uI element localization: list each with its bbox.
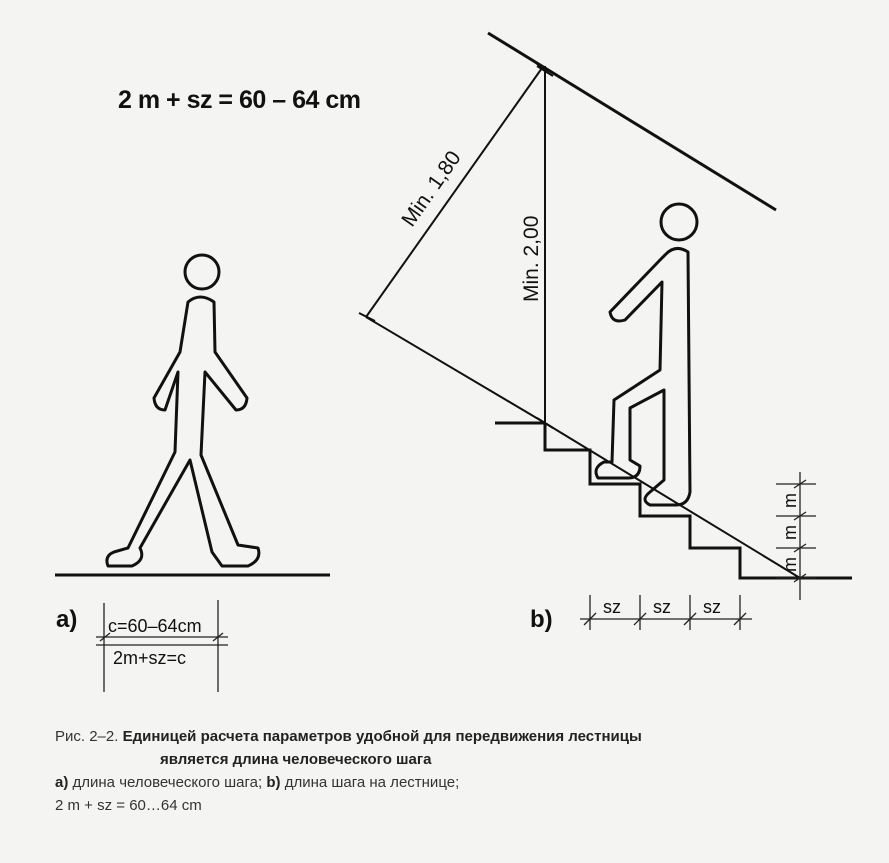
walker-body-outline — [107, 297, 259, 566]
riser-dimension-chain — [776, 472, 816, 600]
climber-body-outline — [596, 248, 690, 505]
climbing-person-figure — [596, 204, 697, 505]
caption-a-key: a) — [55, 774, 69, 791]
tread-dimension-chain — [580, 595, 752, 630]
diagonal-clearance-line — [366, 68, 542, 317]
tread-label-2: sz — [653, 597, 671, 617]
panel-a-label: a) — [56, 606, 78, 633]
tread-label-3: sz — [703, 597, 721, 617]
caption-b-text: длина шага на лестнице; — [284, 774, 460, 791]
diagonal-clearance-label: Min. 1,80 — [397, 146, 466, 231]
walking-person-figure — [55, 255, 330, 575]
caption-formula: 2 m + sz = 60…64 cm — [55, 797, 202, 814]
step-length-top-label: c=60–64cm — [108, 616, 202, 636]
climber-head — [661, 204, 697, 240]
tread-label-1: sz — [603, 597, 621, 617]
caption-b-key: b) — [266, 774, 281, 791]
pitch-line — [545, 423, 800, 578]
caption-prefix: Рис. 2–2. — [55, 728, 119, 745]
caption-a-text: длина человеческого шага; — [72, 774, 263, 791]
caption-title-line2: является длина человеческого шага — [160, 751, 432, 768]
staircase — [359, 33, 852, 578]
stair-steps-profile — [545, 423, 852, 578]
step-formula: 2 m + sz = 60 – 64 cm — [118, 86, 361, 114]
step-length-dimension — [96, 600, 228, 692]
riser-label-3: m — [780, 557, 800, 572]
vertical-clearance-label: Min. 2,00 — [520, 215, 543, 302]
ceiling-line — [488, 33, 776, 210]
caption-title-line1 — [55, 728, 642, 745]
caption-title-1: Единицей расчета параметров удобной для передвижения лестницы — [122, 728, 642, 745]
panel-b-label: b) — [530, 606, 553, 633]
step-length-bottom-label: 2m+sz=c — [113, 648, 187, 668]
walker-head — [185, 255, 219, 289]
riser-label-2: m — [780, 525, 800, 540]
riser-label-1: m — [780, 493, 800, 508]
caption-legend — [55, 774, 459, 791]
